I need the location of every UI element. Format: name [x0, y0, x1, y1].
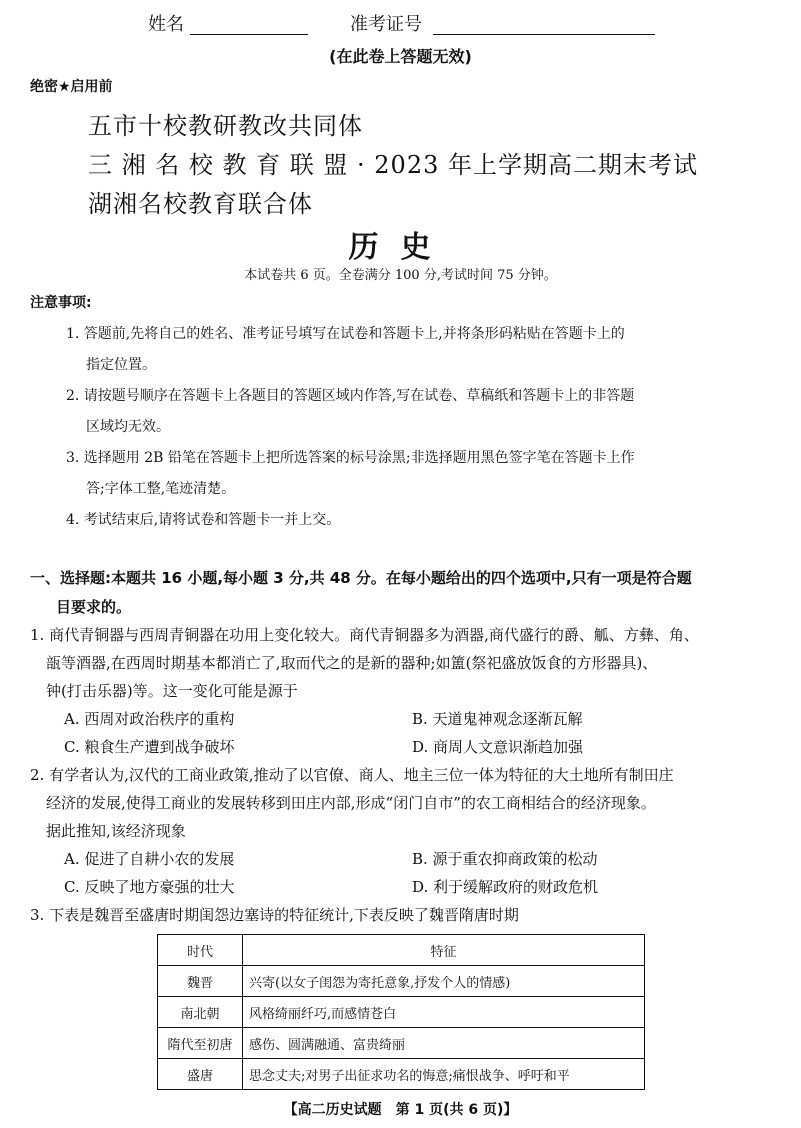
table-row: [158, 997, 645, 1028]
note-3-cont: 答;字体工整,笔迹清楚。: [86, 481, 236, 497]
page-footer: 【高二历史试题 第 1 页(共 6 页)】: [283, 1102, 518, 1118]
era-feature-table: [157, 934, 645, 1090]
section-heading-cont: 目要求的。: [56, 598, 132, 616]
q2-line-2: 经济的发展,使得工商业的发展转移到田庄内部,形成“闭门自市”的农工商相结合的经济现象。: [46, 794, 656, 812]
org-line-2: 三 湘 名 校 教 育 联 盟 · 2023 年上学期高二期末考试: [88, 151, 698, 179]
table-header-row: [158, 935, 645, 966]
table-header-era: 时代: [158, 935, 243, 966]
org-line-1: 五市十校教研教改共同体: [88, 112, 363, 140]
invalid-note: (在此卷上答题无效): [329, 47, 472, 66]
table-cell-era: 南北朝: [158, 997, 243, 1028]
q1-option-a: A. 西周对政治秩序的重构: [64, 710, 235, 728]
table-cell-era: 盛唐: [158, 1059, 243, 1090]
q1-option-c: C. 粮食生产遭到战争破坏: [64, 738, 235, 756]
table-header-feature: 特征: [243, 935, 645, 966]
table-cell-era: 魏晋: [158, 966, 243, 997]
note-2: 2. 请按题号顺序在答题卡上各题目的答题区域内作答,写在试卷、草稿纸和答题卡上的非答题: [66, 388, 635, 404]
name-blank: [190, 34, 308, 35]
ticket-number-blank: [433, 34, 655, 35]
notes-title: 注意事项:: [30, 295, 92, 311]
table-cell-feature: 感伤、圆满融通、富贵绮丽: [243, 1028, 645, 1059]
q2-option-b: B. 源于重农抑商政策的松动: [412, 850, 598, 868]
table-row: [158, 966, 645, 997]
q2-line-1: 2. 有学者认为,汉代的工商业政策,推动了以官僚、商人、地主三位一体为特征的大土地所有制田庄: [30, 766, 674, 784]
table-row: [158, 1059, 645, 1090]
section-heading: 一、选择题:本题共 16 小题,每小题 3 分,共 48 分。在每小题给出的四个选项中,只有一项是符合题: [30, 569, 692, 587]
q2-option-d: D. 利于缓解政府的财政危机: [412, 878, 599, 896]
note-2-cont: 区域均无效。: [86, 419, 170, 435]
ticket-number-label: 准考证号: [350, 14, 422, 35]
secret-mark: 绝密★启用前: [30, 79, 113, 95]
q1-line-2: 瓿等酒器,在西周时期基本都消亡了,取而代之的是新的器种;如簠(祭祀盛放饭食的方形器具)、: [46, 654, 658, 672]
table-cell-feature: 思念丈夫;对男子出征求功名的悔意;痛恨战争、呼吁和平: [243, 1059, 645, 1090]
exam-info: 本试卷共 6 页。全卷满分 100 分,考试时间 75 分钟。: [244, 268, 557, 283]
table-cell-feature: 兴寄(以女子闺怨为寄托意象,抒发个人的情感): [243, 966, 645, 997]
q2-line-3: 据此推知,该经济现象: [46, 822, 186, 840]
note-4: 4. 考试结束后,请将试卷和答题卡一并上交。: [66, 512, 341, 528]
note-1-cont: 指定位置。: [86, 357, 156, 373]
q1-option-d: D. 商周人文意识渐趋加强: [412, 738, 584, 756]
name-label: 姓名: [148, 14, 184, 35]
table-cell-feature: 风格绮丽纤巧,而感情苍白: [243, 997, 645, 1028]
table-row: [158, 1028, 645, 1059]
q1-option-b: B. 天道鬼神观念逐渐瓦解: [412, 710, 583, 728]
q3-line-1: 3. 下表是魏晋至盛唐时期闺怨边塞诗的特征统计,下表反映了魏晋隋唐时期: [30, 906, 519, 924]
q1-line-1: 1. 商代青铜器与西周青铜器在功用上变化较大。商代青铜器多为酒器,商代盛行的爵、觚、方彝、角、: [30, 626, 699, 644]
note-1: 1. 答题前,先将自己的姓名、准考证号填写在试卷和答题卡上,并将条形码粘贴在答题卡上的: [66, 326, 625, 342]
q2-option-c: C. 反映了地方豪强的壮大: [64, 878, 235, 896]
org-line-3: 湖湘名校教育联合体: [88, 190, 313, 218]
note-3: 3. 选择题用 2B 铅笔在答题卡上把所选答案的标号涂黑;非选择题用黑色签字笔在答题卡上作: [66, 450, 635, 466]
subject-title: 历史: [348, 230, 453, 265]
q1-line-3: 钟(打击乐器)等。这一变化可能是源于: [46, 682, 298, 700]
table-cell-era: 隋代至初唐: [158, 1028, 243, 1059]
q2-option-a: A. 促进了自耕小农的发展: [64, 850, 235, 868]
